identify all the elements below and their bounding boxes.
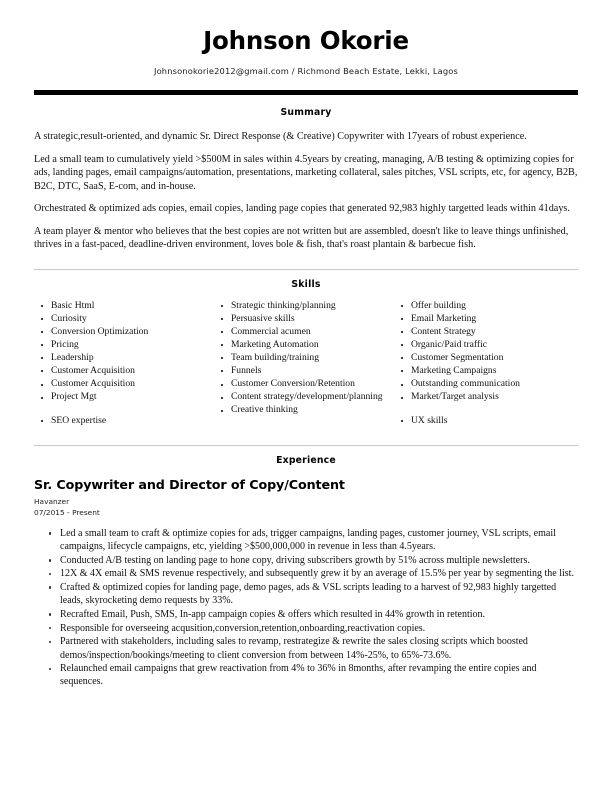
skill-item: Outstanding communication (398, 378, 570, 390)
skill-item: Marketing Campaigns (398, 365, 570, 377)
job-dates: 07/2015 - Present (34, 507, 100, 517)
summary-paragraph: A strategic,result-oriented, and dynamic Sr. Direct Response (& Creative) Copywriter with 17years of robust experience. (34, 130, 527, 142)
summary-paragraph: A team player & mentor who believes that the best copies are not written but are assembled, doesn't like to leave things unfinished, thrives in a fast-paced, deadline-driven environment, loves bole & fish, that's roast plantain & barbecue fish. (34, 225, 569, 251)
job-bullet: Crafted & optimized copies for landing page, demo pages, ads & VSL scripts leading to a harvest of 92,983 highly targetted leads, skyrocketing demo requests by 33%. (34, 581, 578, 607)
resume-header (34, 0, 578, 95)
skill-item: Customer Segmentation (398, 352, 570, 364)
summary-paragraph: Orchestrated & optimized ads copies, email copies, landing page copies that generated 92,983 highly targetted leads within 41days. (34, 203, 570, 215)
skill-item: Customer Acquisition (38, 365, 210, 377)
summary-paragraphs (34, 120, 578, 252)
skill-item: Persuasive skills (218, 313, 390, 325)
skill-item: Marketing Automation (218, 339, 390, 351)
skill-item: Curiosity (38, 313, 210, 325)
skill-item: Offer building (398, 300, 570, 312)
skills-section-title: Skills (291, 278, 321, 290)
skill-item: Project Mgt (38, 391, 210, 403)
job-title: Sr. Copywriter and Director of Copy/Content (34, 476, 345, 492)
skill-item: Content strategy/development/planning (218, 391, 390, 403)
skills-list (38, 300, 210, 427)
skill-item: Team building/training (218, 352, 390, 364)
job-bullet: Recrafted Email, Push, SMS, In-app campaign copies & offers which resulted in 44% growth in retention. (34, 608, 578, 621)
candidate-name: Johnson Okorie (203, 26, 409, 55)
contact-line: Johnsonokorie2012@gmail.com / Richmond Beach Estate, Lekki, Lagos (153, 65, 459, 76)
skill-item: Market/Target analysis (398, 391, 570, 403)
summary-section (34, 95, 578, 252)
skills-list (398, 300, 570, 427)
job-bullet: Relaunched email campaigns that grew reactivation from 4% to 36% in 8months, after revamping the entire copies and sequences. (34, 662, 578, 688)
skill-item: Organic/Paid traffic (398, 339, 570, 351)
skill-item: Commercial acumen (218, 326, 390, 338)
summary-paragraph: Led a small team to cumulatively yield >$500M in sales within 4.5years by creating, managing, A/B testing & optimizing copies for ads, landing pages, email campaigns/automation, presentations, marketing collateral, sales pitches, VSL scripts, etc, for agency, B2B, B2C, DTC, SaaS, E-com, and in-house. (34, 153, 578, 192)
job-bullet: Conducted A/B testing on landing page to hone copy, driving subscribers growth by 51% across multiple newsletters. (34, 554, 578, 567)
skill-item: Leadership (38, 352, 210, 364)
job-company: Havanzer (34, 496, 70, 506)
job-bullet-list (34, 517, 578, 689)
skill-item: Creative thinking (218, 404, 390, 416)
skill-item: UX skills (398, 415, 570, 427)
skills-column-1 (38, 300, 218, 428)
job-bullet: Responsible for overseeing acqusition,conversion,retention,onboarding,reactivation copies. (34, 622, 578, 635)
experience-entry (34, 468, 578, 689)
experience-section-title: Experience (276, 454, 336, 466)
skill-item: Conversion Optimization (38, 326, 210, 338)
skills-section (34, 269, 578, 428)
job-bullet: Led a small team to craft & optimize copies for ads, trigger campaigns, landing pages, customer journey, VSL scripts, email campaigns, lifecycle campaigns, etc, yielding >$500,000,000 in revenue in less than 4.5years. (34, 527, 578, 553)
skills-column-3 (398, 300, 578, 428)
skill-item: Customer Conversion/Retention (218, 378, 390, 390)
skills-columns (34, 292, 578, 428)
job-bullet: Partnered with stakeholders, including sales to revamp, restrategize & rewrite the sales closing scripts which boosted demos/inspection/bookings/meeting to client conversion from between 14%-25%, to 65%-73.6%. (34, 635, 578, 661)
job-bullet: 12X & 4X email & SMS revenue respectively, and subsequently grew it by an average of 15.5% per year by segmenting the list. (34, 567, 578, 580)
summary-section-title: Summary (280, 106, 332, 118)
skill-item: Customer Acquisition (38, 378, 210, 390)
skill-item: Basic Html (38, 300, 210, 312)
skills-column-2 (218, 300, 398, 428)
skill-item: Content Strategy (398, 326, 570, 338)
skill-item: Pricing (38, 339, 210, 351)
experience-section (34, 445, 578, 689)
skills-list (218, 300, 390, 417)
skill-item: Email Marketing (398, 313, 570, 325)
skill-item: Strategic thinking/planning (218, 300, 390, 312)
skill-item: SEO expertise (38, 415, 210, 427)
skill-item: Funnels (218, 365, 390, 377)
